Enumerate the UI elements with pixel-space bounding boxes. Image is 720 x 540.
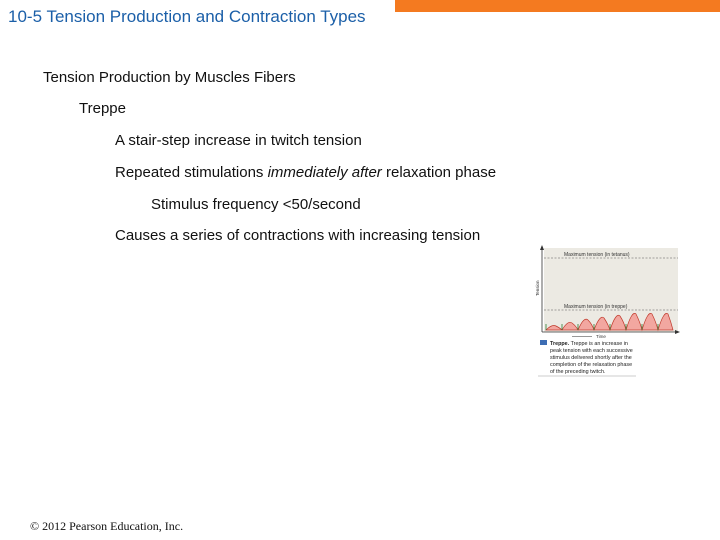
slide-title: 10-5 Tension Production and Contraction Types xyxy=(8,7,366,26)
bullet-point-1: A stair-step increase in twitch tension xyxy=(115,132,362,149)
caption-line-3: stimulus delivered shortly after the xyxy=(550,355,632,361)
tetanus-label: Maximum tension (in tetanus) xyxy=(564,252,630,258)
caption-line-4: completion of the relaxation phase xyxy=(550,362,633,368)
treppe-diagram xyxy=(536,244,684,378)
figure-letter-badge xyxy=(540,340,547,345)
bullet-heading: Tension Production by Muscles Fibers xyxy=(43,69,296,86)
graph-panel xyxy=(544,248,678,332)
tension-axis-label: Tension xyxy=(535,280,540,296)
bullet-topic: Treppe xyxy=(79,100,126,117)
caption-line-2: peak tension with each successive xyxy=(550,348,633,354)
point-2-end: relaxation phase xyxy=(381,164,497,181)
bullet-point-2 xyxy=(115,164,496,181)
treppe-figure xyxy=(536,244,684,378)
time-axis-label: Time xyxy=(596,334,606,339)
point-2-emphasis: immediately after xyxy=(267,164,382,181)
caption-line-1: Treppe is an increase in xyxy=(569,341,628,347)
y-axis-arrow xyxy=(540,245,544,250)
svg-text:Treppe. Treppe is an increase xyxy=(550,341,628,347)
point-2-start: Repeated stimulations xyxy=(115,164,268,181)
copyright-notice: © 2012 Pearson Education, Inc. xyxy=(30,519,184,533)
figure-caption xyxy=(550,341,633,375)
treppe-label: Maximum tension (in treppe) xyxy=(564,304,628,310)
caption-bold: Treppe. xyxy=(550,341,570,347)
caption-line-5: of the preceding twitch. xyxy=(550,369,606,375)
bullet-subpoint: Stimulus frequency <50/second xyxy=(151,196,361,213)
bullet-point-3: Causes a series of contractions with increasing tension xyxy=(115,227,481,244)
